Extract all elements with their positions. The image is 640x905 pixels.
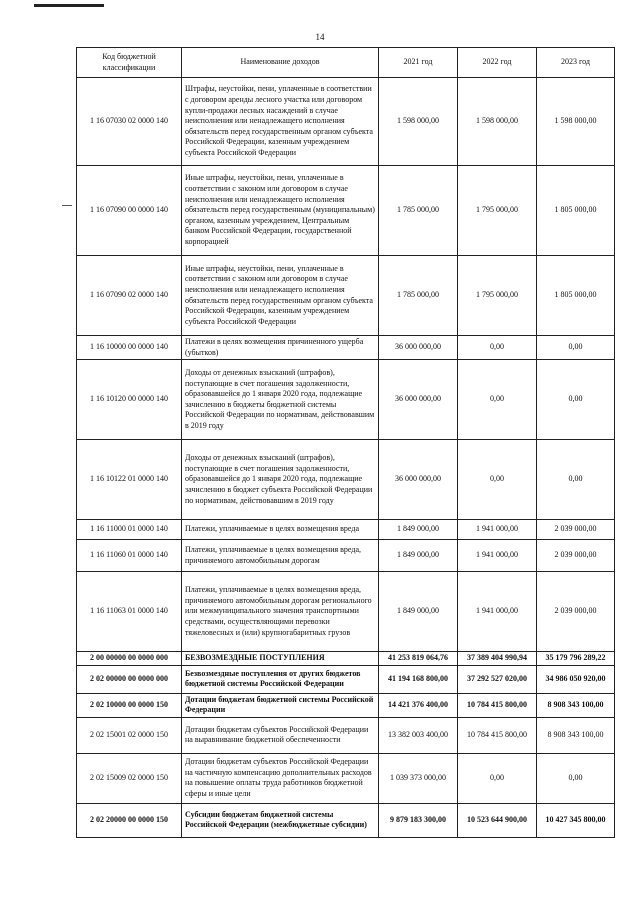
budget-code-cell: 1 16 11060 01 0000 140 bbox=[77, 540, 182, 572]
revenue-name-cell: Доходы от денежных взысканий (штрафов), поступающие в счет погашения задолженности, образовавшейся до 1 января 2020 года, подлежащие зачислению в бюджеты бюджетной системы Российской Федерации по нормативам, действовавшим в 2019 году bbox=[182, 360, 379, 440]
amount-2022-cell: 10 784 415 800,00 bbox=[458, 693, 537, 717]
amount-2023-cell: 2 039 000,00 bbox=[537, 540, 615, 572]
revenue-name-cell: Дотации бюджетам субъектов Российской Федерации на выравнивание бюджетной обеспеченности bbox=[182, 717, 379, 753]
budget-code-cell: 1 16 07090 00 0000 140 bbox=[77, 166, 182, 256]
amount-2022-cell: 0,00 bbox=[458, 753, 537, 803]
header-2021: 2021 год bbox=[379, 48, 458, 78]
page-number: 14 bbox=[315, 32, 325, 42]
amount-2021-cell: 1 849 000,00 bbox=[379, 572, 458, 652]
table-row bbox=[77, 440, 615, 520]
table-row bbox=[77, 753, 615, 803]
table-row bbox=[77, 360, 615, 440]
table-row bbox=[77, 803, 615, 837]
amount-2023-cell: 1 598 000,00 bbox=[537, 78, 615, 166]
header-code: Код бюджетной классификации bbox=[77, 48, 182, 78]
table-row bbox=[77, 717, 615, 753]
table-row bbox=[77, 540, 615, 572]
table-header-row bbox=[77, 48, 615, 78]
amount-2022-cell: 1 795 000,00 bbox=[458, 256, 537, 336]
amount-2023-cell: 34 986 050 920,00 bbox=[537, 665, 615, 693]
revenue-name-cell: Иные штрафы, неустойки, пени, уплаченные в соответствии с законом или договором в случае неисполнения или ненадлежащего исполнения обязательств перед государственным органом субъекта Российской Федерации, казенным учреждением субъекта Российской Федерации bbox=[182, 256, 379, 336]
amount-2021-cell: 1 849 000,00 bbox=[379, 540, 458, 572]
amount-2021-cell: 36 000 000,00 bbox=[379, 336, 458, 360]
amount-2021-cell: 36 000 000,00 bbox=[379, 360, 458, 440]
amount-2021-cell: 41 253 819 064,76 bbox=[379, 652, 458, 666]
amount-2023-cell: 0,00 bbox=[537, 360, 615, 440]
revenue-name-cell: Дотации бюджетам субъектов Российской Федерации на частичную компенсацию дополнительных расходов на повышение оплаты труда работников бюджетной сферы и иные цели bbox=[182, 753, 379, 803]
amount-2022-cell: 10 523 644 900,00 bbox=[458, 803, 537, 837]
amount-2023-cell: 0,00 bbox=[537, 336, 615, 360]
revenue-name-cell: Безвозмездные поступления от других бюджетов бюджетной системы Российской Федерации bbox=[182, 665, 379, 693]
amount-2023-cell: 0,00 bbox=[537, 440, 615, 520]
amount-2022-cell: 1 598 000,00 bbox=[458, 78, 537, 166]
amount-2022-cell: 1 941 000,00 bbox=[458, 540, 537, 572]
budget-code-cell: 1 16 10000 00 0000 140 bbox=[77, 336, 182, 360]
amount-2021-cell: 9 879 183 300,00 bbox=[379, 803, 458, 837]
amount-2021-cell: 1 785 000,00 bbox=[379, 166, 458, 256]
amount-2021-cell: 36 000 000,00 bbox=[379, 440, 458, 520]
amount-2023-cell: 35 179 796 289,22 bbox=[537, 652, 615, 666]
table-row bbox=[77, 256, 615, 336]
header-2023: 2023 год bbox=[537, 48, 615, 78]
revenue-table bbox=[76, 47, 615, 838]
budget-code-cell: 2 02 00000 00 0000 000 bbox=[77, 665, 182, 693]
table-body bbox=[77, 78, 615, 838]
amount-2023-cell: 1 805 000,00 bbox=[537, 256, 615, 336]
amount-2022-cell: 0,00 bbox=[458, 336, 537, 360]
amount-2021-cell: 1 849 000,00 bbox=[379, 520, 458, 540]
amount-2023-cell: 8 908 343 100,00 bbox=[537, 693, 615, 717]
table-row bbox=[77, 78, 615, 166]
revenue-name-cell: Платежи, уплачиваемые в целях возмещения вреда, причиняемого автомобильным дорогам bbox=[182, 540, 379, 572]
amount-2023-cell: 2 039 000,00 bbox=[537, 572, 615, 652]
budget-code-cell: 2 02 10000 00 0000 150 bbox=[77, 693, 182, 717]
header-2022: 2022 год bbox=[458, 48, 537, 78]
header-name: Наименование доходов bbox=[182, 48, 379, 78]
table-row bbox=[77, 652, 615, 666]
amount-2021-cell: 13 382 003 400,00 bbox=[379, 717, 458, 753]
amount-2022-cell: 10 784 415 800,00 bbox=[458, 717, 537, 753]
amount-2023-cell: 0,00 bbox=[537, 753, 615, 803]
table-row bbox=[77, 693, 615, 717]
scan-artifact-dash bbox=[62, 205, 72, 206]
amount-2021-cell: 1 598 000,00 bbox=[379, 78, 458, 166]
amount-2023-cell: 1 805 000,00 bbox=[537, 166, 615, 256]
table-row bbox=[77, 166, 615, 256]
budget-code-cell: 1 16 11000 01 0000 140 bbox=[77, 520, 182, 540]
revenue-name-cell: Дотации бюджетам бюджетной системы Российской Федерации bbox=[182, 693, 379, 717]
budget-code-cell: 1 16 07090 02 0000 140 bbox=[77, 256, 182, 336]
budget-code-cell: 2 02 15001 02 0000 150 bbox=[77, 717, 182, 753]
revenue-name-cell: БЕЗВОЗМЕЗДНЫЕ ПОСТУПЛЕНИЯ bbox=[182, 652, 379, 666]
revenue-name-cell: Иные штрафы, неустойки, пени, уплаченные в соответствии с законом или договором в случае неисполнения или ненадлежащего исполнения обязательств перед государственным (муниципальным) органом, казенным учреждением, Центральным банком Российской Федерации, государственной корпорацией bbox=[182, 166, 379, 256]
amount-2022-cell: 37 389 404 990,94 bbox=[458, 652, 537, 666]
revenue-name-cell: Платежи в целях возмещения причиненного ущерба (убытков) bbox=[182, 336, 379, 360]
budget-code-cell: 2 00 00000 00 0000 000 bbox=[77, 652, 182, 666]
revenue-name-cell: Субсидии бюджетам бюджетной системы Российской Федерации (межбюджетные субсидии) bbox=[182, 803, 379, 837]
amount-2023-cell: 8 908 343 100,00 bbox=[537, 717, 615, 753]
revenue-name-cell: Доходы от денежных взысканий (штрафов), поступающие в счет погашения задолженности, образовавшейся до 1 января 2020 года, подлежащие зачислению в бюджет субъекта Российской Федерации по нормативам, действовавшим в 2019 году bbox=[182, 440, 379, 520]
amount-2021-cell: 14 421 376 400,00 bbox=[379, 693, 458, 717]
budget-code-cell: 2 02 15009 02 0000 150 bbox=[77, 753, 182, 803]
revenue-name-cell: Штрафы, неустойки, пени, уплаченные в соответствии с договором аренды лесного участка или договором купли-продажи лесных насаждений в случае неисполнения или ненадлежащего исполнения обязательств перед государственным органом субъекта Российской Федерации, казенным учреждением субъекта Российской Федерации bbox=[182, 78, 379, 166]
budget-code-cell: 1 16 10120 00 0000 140 bbox=[77, 360, 182, 440]
table-row bbox=[77, 520, 615, 540]
scan-artifact-bar bbox=[34, 4, 104, 7]
revenue-name-cell: Платежи, уплачиваемые в целях возмещения вреда bbox=[182, 520, 379, 540]
table-row bbox=[77, 336, 615, 360]
table-row bbox=[77, 572, 615, 652]
table-row bbox=[77, 665, 615, 693]
amount-2022-cell: 1 795 000,00 bbox=[458, 166, 537, 256]
amount-2021-cell: 41 194 168 800,00 bbox=[379, 665, 458, 693]
amount-2021-cell: 1 785 000,00 bbox=[379, 256, 458, 336]
budget-code-cell: 1 16 07030 02 0000 140 bbox=[77, 78, 182, 166]
amount-2023-cell: 2 039 000,00 bbox=[537, 520, 615, 540]
budget-code-cell: 1 16 10122 01 0000 140 bbox=[77, 440, 182, 520]
amount-2022-cell: 1 941 000,00 bbox=[458, 520, 537, 540]
revenue-name-cell: Платежи, уплачиваемые в целях возмещения вреда, причиняемого автомобильным дорогам регионального или межмуниципального значения транспортными средствами, осуществляющими перевозки тяжеловесных и (или) крупногабаритных грузов bbox=[182, 572, 379, 652]
amount-2022-cell: 37 292 527 020,00 bbox=[458, 665, 537, 693]
budget-code-cell: 1 16 11063 01 0000 140 bbox=[77, 572, 182, 652]
budget-code-cell: 2 02 20000 00 0000 150 bbox=[77, 803, 182, 837]
amount-2021-cell: 1 039 373 000,00 bbox=[379, 753, 458, 803]
amount-2023-cell: 10 427 345 800,00 bbox=[537, 803, 615, 837]
amount-2022-cell: 0,00 bbox=[458, 440, 537, 520]
amount-2022-cell: 1 941 000,00 bbox=[458, 572, 537, 652]
amount-2022-cell: 0,00 bbox=[458, 360, 537, 440]
